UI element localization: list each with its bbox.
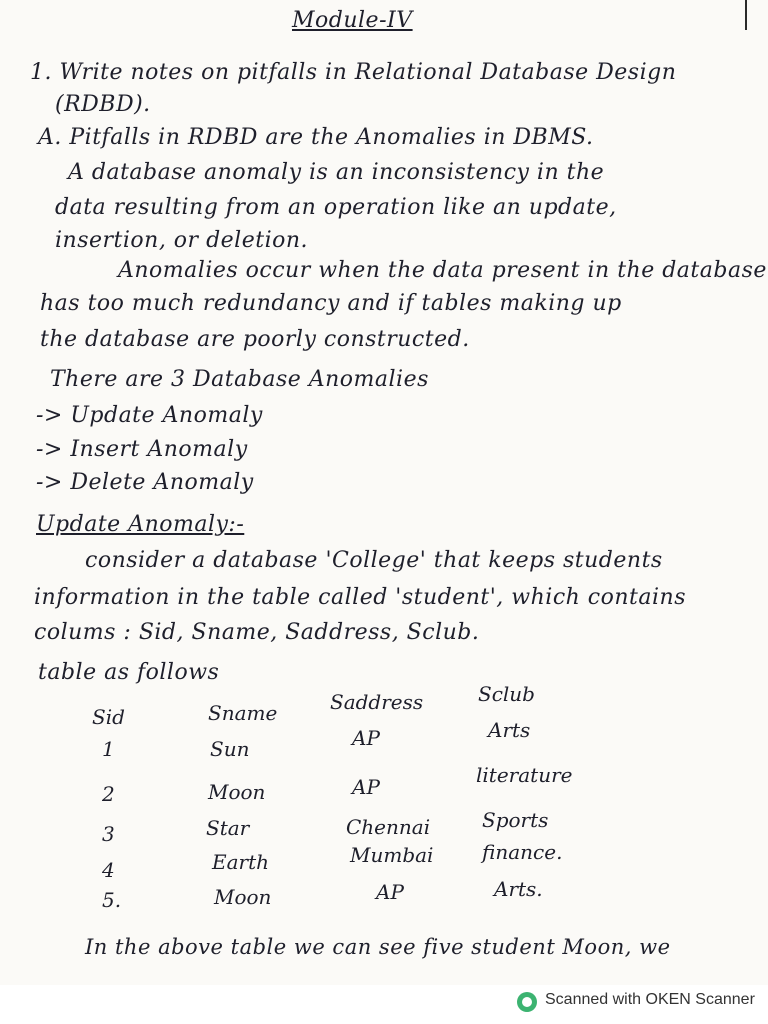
section-line-4: table as follows bbox=[38, 660, 220, 685]
table-cell-sname: Star bbox=[206, 816, 250, 840]
table-cell-saddress: AP bbox=[352, 775, 380, 799]
answer-line-6: has too much redundancy and if tables making up bbox=[40, 291, 622, 316]
scanner-logo-icon bbox=[517, 992, 537, 1012]
answer-line-5: Anomalies occur when the data present in the database bbox=[118, 258, 767, 283]
table-cell-saddress: AP bbox=[352, 726, 380, 750]
table-cell-sid: 2 bbox=[102, 782, 115, 806]
table-header-sname: Sname bbox=[208, 701, 278, 725]
question-line-1: 1. Write notes on pitfalls in Relational Database Design bbox=[30, 60, 677, 85]
table-cell-sid: 4 bbox=[102, 858, 115, 882]
page-edge-line bbox=[745, 0, 747, 30]
question-line-2: (RDBD). bbox=[55, 92, 151, 117]
scanner-watermark-text: Scanned with OKEN Scanner bbox=[545, 991, 755, 1008]
table-cell-sclub: Arts. bbox=[494, 877, 543, 901]
section-heading-update-anomaly: Update Anomaly:- bbox=[36, 512, 245, 537]
table-cell-sid: 5. bbox=[102, 888, 122, 912]
table-cell-sname: Earth bbox=[212, 850, 270, 874]
answer-line-1: A. Pitfalls in RDBD are the Anomalies in DBMS. bbox=[38, 125, 594, 150]
section-line-3: colums : Sid, Sname, Saddress, Sclub. bbox=[34, 620, 480, 645]
page-title: Module-IV bbox=[292, 8, 413, 33]
table-header-saddress: Saddress bbox=[330, 690, 424, 714]
anomalies-heading: There are 3 Database Anomalies bbox=[50, 367, 429, 392]
table-cell-sclub: Arts bbox=[488, 718, 531, 742]
table-cell-saddress: Chennai bbox=[346, 815, 431, 839]
section-line-2: information in the table called 'student', which contains bbox=[34, 585, 686, 610]
answer-line-3: data resulting from an operation like an update, bbox=[55, 195, 617, 220]
table-header-sclub: Sclub bbox=[478, 682, 535, 706]
table-cell-sid: 1 bbox=[102, 737, 115, 761]
table-cell-sname: Moon bbox=[208, 780, 266, 804]
answer-line-2: A database anomaly is an inconsistency in the bbox=[68, 160, 605, 185]
table-cell-sclub: finance. bbox=[482, 840, 563, 864]
table-cell-sclub: literature bbox=[476, 763, 573, 787]
table-cell-sname: Sun bbox=[210, 737, 250, 761]
table-cell-sclub: Sports bbox=[482, 808, 549, 832]
table-header-sid: Sid bbox=[92, 705, 125, 729]
anomaly-item-update: -> Update Anomaly bbox=[36, 403, 263, 428]
anomaly-item-delete: -> Delete Anomaly bbox=[36, 470, 254, 495]
answer-line-7: the database are poorly constructed. bbox=[40, 327, 470, 352]
section-line-1: consider a database 'College' that keeps students bbox=[85, 548, 663, 573]
table-cell-sid: 3 bbox=[102, 822, 115, 846]
table-cell-saddress: AP bbox=[376, 880, 404, 904]
answer-line-4: insertion, or deletion. bbox=[55, 228, 309, 253]
anomaly-item-insert: -> Insert Anomaly bbox=[36, 437, 248, 462]
table-cell-saddress: Mumbai bbox=[350, 843, 434, 867]
closing-line: In the above table we can see five student Moon, we bbox=[85, 935, 671, 959]
table-cell-sname: Moon bbox=[214, 885, 272, 909]
